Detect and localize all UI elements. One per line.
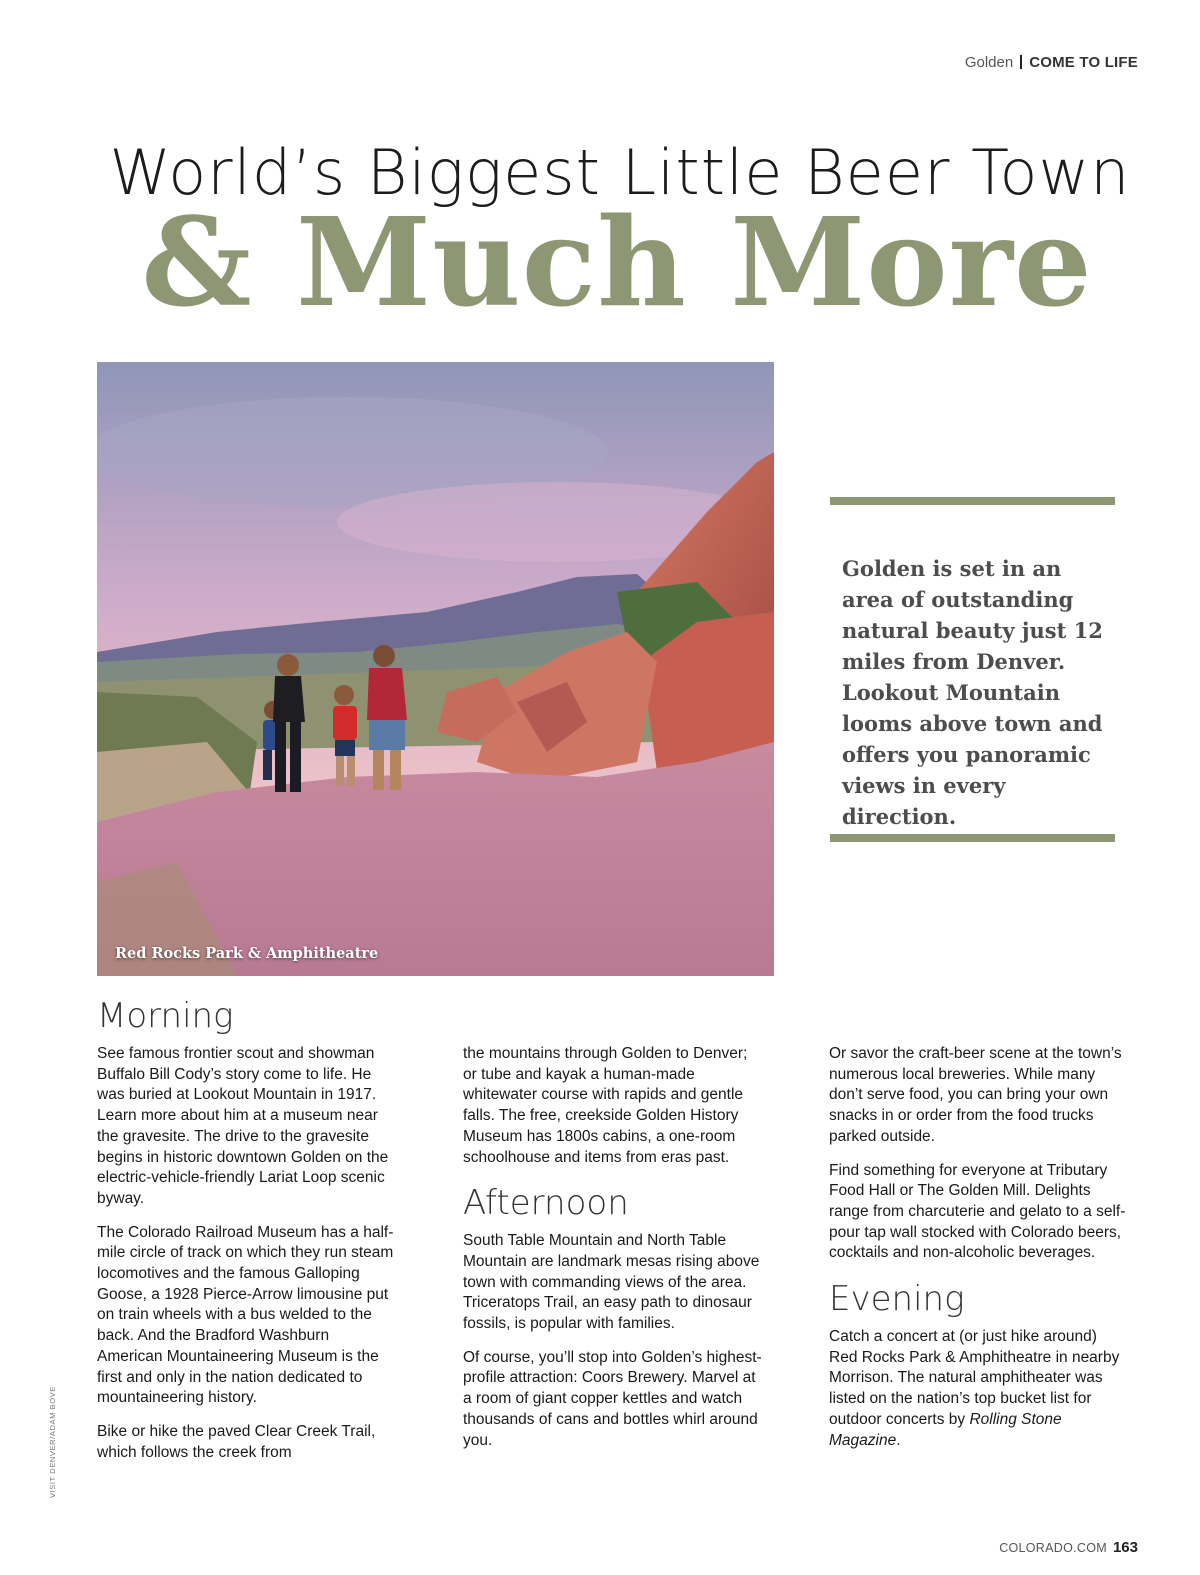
page-title-line-2: & Much More xyxy=(141,190,1093,334)
footer-site: COLORADO.COM xyxy=(999,1541,1107,1555)
morning-heading: Morning xyxy=(97,996,234,1036)
column-2 xyxy=(463,1044,763,1464)
afternoon-paragraph-3: Or savor the craft-beer scene at the town’s numerous local breweries. While many don’t serve food, you can bring your own snacks in or order from the food trucks parked outside. xyxy=(829,1045,1122,1145)
morning-paragraph-3: Bike or hike the paved Clear Creek Trail, which follows the creek from xyxy=(97,1422,376,1461)
running-head-divider xyxy=(1020,55,1022,69)
pull-quote-bottom-rule xyxy=(830,834,1115,842)
running-head-place: Golden xyxy=(964,54,1014,71)
evening-paragraph-1 xyxy=(829,1327,1129,1451)
afternoon-heading: Afternoon xyxy=(463,1183,629,1224)
morning-paragraph-3-continued: the mountains through Golden to Denver; or tube and kayak a human-made whitewater course with rapids and gentle falls. The free, creekside Golden History Museum has 1800s cabins, a one-room schoolhouse and items from eras past. xyxy=(463,1045,748,1166)
pull-quote-text: Golden is set in an area of outstanding natural beauty just 12 miles from Denver. Lookout Mountain looms above town and offers you panoramic views in every direction. xyxy=(842,556,1103,829)
pull-quote xyxy=(830,497,1115,842)
afternoon-paragraph-1: South Table Mountain and North Table Mountain are landmark mesas rising above town with commanding views of the area. Triceratops Trail, an easy path to dinosaur fossils, is popular with families. xyxy=(463,1232,760,1333)
magazine-name: Rolling Stone Magazine xyxy=(829,1410,1062,1449)
evening-period: . xyxy=(896,1431,901,1449)
hero-photo xyxy=(97,362,774,976)
morning-paragraph-1: See famous frontier scout and showman Buffalo Bill Cody’s story come to life. He was buried at Lookout Mountain in 1917. Learn more about him at a museum near the gravesite. The drive to the gravesite begins in historic downtown Golden on the electric-vehicle-friendly Lariat Loop scenic byway. xyxy=(97,1045,389,1207)
column-1 xyxy=(97,994,397,1476)
page-footer xyxy=(999,1539,1138,1557)
pull-quote-top-rule xyxy=(830,497,1115,505)
column-3 xyxy=(829,1044,1129,1464)
running-head xyxy=(965,54,1138,71)
red-rocks-hikers-image xyxy=(97,362,774,976)
afternoon-paragraph-2: Of course, you’ll stop into Golden’s highest-profile attraction: Coors Brewery. Marvel at a room of giant copper kettles and watch thousands of cans and bottles whirl around you. xyxy=(463,1348,762,1449)
afternoon-paragraph-4: Find something for everyone at Tributary Food Hall or The Golden Mill. Delights range from charcuterie and gelato to a self-pour tap wall stocked with Colorado beers, cocktails and non-alcoholic beverages. xyxy=(829,1161,1126,1262)
page-title-line-1: World’s Biggest Little Beer Town xyxy=(109,136,1131,209)
page-number: 163 xyxy=(1112,1539,1138,1556)
photo-caption: Red Rocks Park & Amphitheatre xyxy=(115,945,379,962)
photo-credit: VISIT DENVER/ADAM BOVE xyxy=(48,1386,57,1498)
evening-heading: Evening xyxy=(829,1279,965,1320)
evening-text: Catch a concert at (or just hike around) Red Rocks Park & Amphitheatre in nearby Morrison. The natural amphitheater was listed on the nation’s top bucket list for outdoor concerts by xyxy=(829,1328,1120,1428)
morning-paragraph-2: The Colorado Railroad Museum has a half-mile circle of track on which they run steam locomotives and the famous Galloping Goose, a 1928 Pierce-Arrow limousine put on train wheels with a bus welded to the back. And the Bradford Washburn American Mountaineering Museum is the first and only in the nation dedicated to mountaineering history. xyxy=(97,1223,394,1407)
running-head-section: COME TO LIFE xyxy=(1029,54,1138,71)
